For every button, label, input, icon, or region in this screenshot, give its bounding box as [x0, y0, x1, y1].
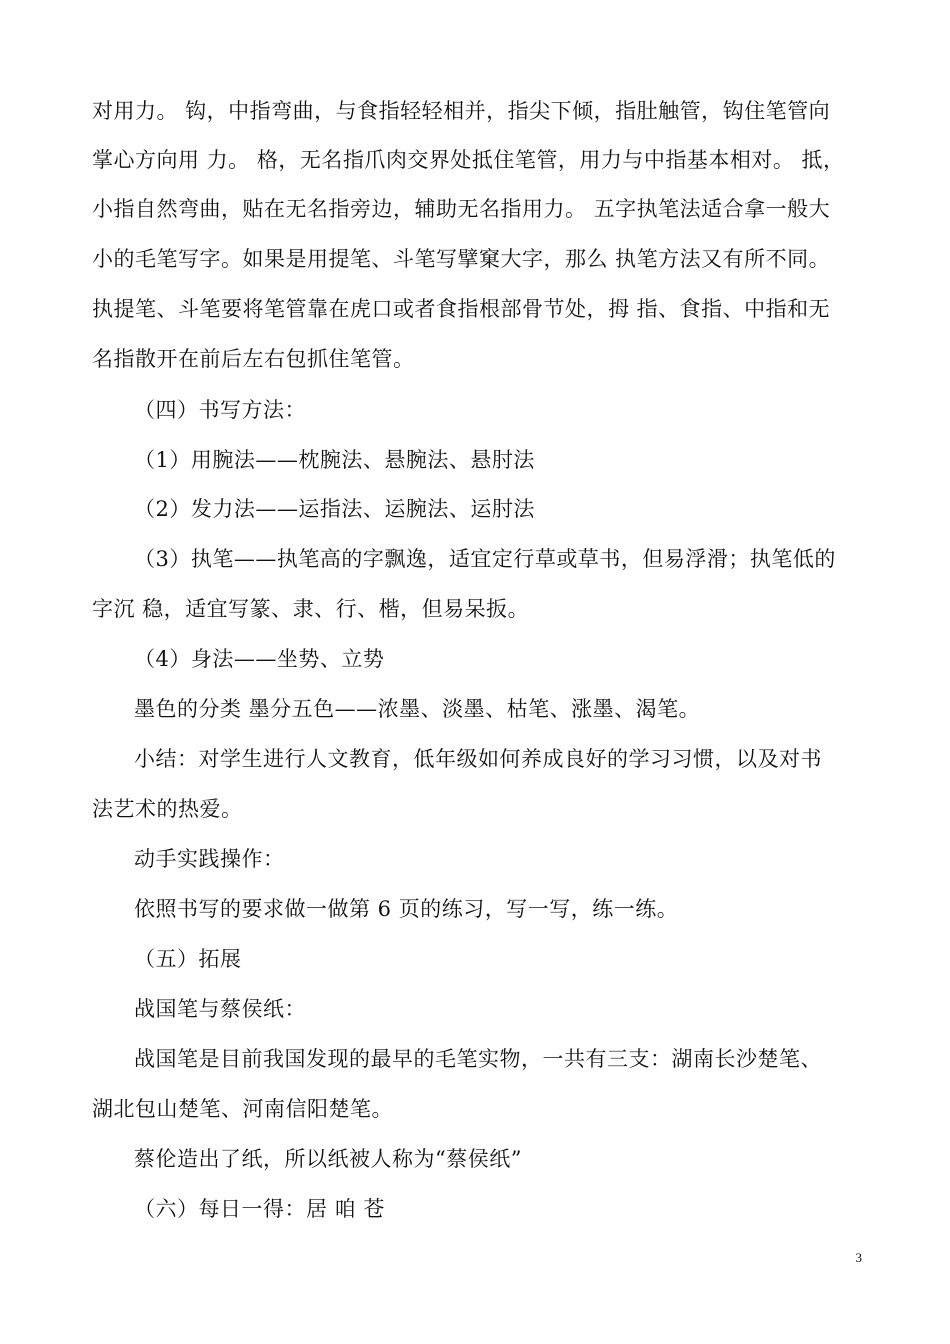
text-line-2: 掌心方向用 力。 格，无名指爪肉交界处抵住笔管，用力与中指基本相对。 抵， — [92, 148, 845, 172]
text-line-6: 名指散开在前后左右包抓住笔管。 — [92, 347, 415, 371]
brush-paragraph-continued: 湖北包山楚笔、河南信阳楚笔。 — [92, 1097, 393, 1121]
section-heading-4: （四）书写方法： — [134, 398, 306, 422]
text-line-3: 小指自然弯曲，贴在无名指旁边，辅助无名指用力。 五字执笔法适合拿一般大 — [92, 197, 831, 221]
paper-paragraph: 蔡伦造出了纸，所以纸被人称为“蔡侯纸” — [134, 1147, 522, 1171]
ink-color-paragraph: 墨色的分类 墨分五色——浓墨、淡墨、枯笔、涨墨、渴笔。 — [134, 697, 701, 721]
section-heading-5: （五）拓展 — [134, 947, 242, 971]
page-number: 3 — [855, 1250, 862, 1265]
list-item-1: （1）用腕法——枕腕法、悬腕法、悬肘法 — [134, 448, 535, 472]
text-line-1: 对用力。 钩，中指弯曲，与食指轻轻相并，指尖下倾，指肚触管，钩住笔管向 — [92, 99, 831, 123]
text-line-5: 执提笔、斗笔要将笔管靠在虎口或者食指根部骨节处，拇 指、食指、中指和无 — [92, 297, 831, 321]
list-item-3-continued: 字沉 稳，适宜写篆、隶、行、楷，但易呆扳。 — [92, 597, 530, 621]
practice-paragraph: 依照书写的要求做一做第 6 页的练习，写一写，练一练。 — [134, 897, 679, 921]
summary-paragraph-continued: 法艺术的热爱。 — [92, 797, 243, 821]
extension-heading: 战国笔与蔡侯纸： — [134, 997, 306, 1021]
section-heading-6: （六）每日一得：居 咱 苍 — [134, 1197, 385, 1221]
list-item-4: （4）身法——坐势、立势 — [134, 647, 385, 671]
summary-paragraph: 小结：对学生进行人文教育，低年级如何养成良好的学习习惯，以及对书 — [134, 747, 822, 771]
list-item-3: （3）执笔——执笔高的字飘逸，适宜定行草或草书，但易浮滑；执笔低的 — [134, 547, 836, 571]
brush-paragraph: 战国笔是目前我国发现的最早的毛笔实物，一共有三支：湖南长沙楚笔、 — [134, 1047, 822, 1071]
list-item-2: （2）发力法——运指法、运腕法、运肘法 — [134, 497, 535, 521]
practice-heading: 动手实践操作： — [134, 847, 285, 871]
text-line-4: 小的毛笔写字。如果是用提笔、斗笔写擘窠大字，那么 执笔方法又有所不同。 — [92, 247, 831, 271]
